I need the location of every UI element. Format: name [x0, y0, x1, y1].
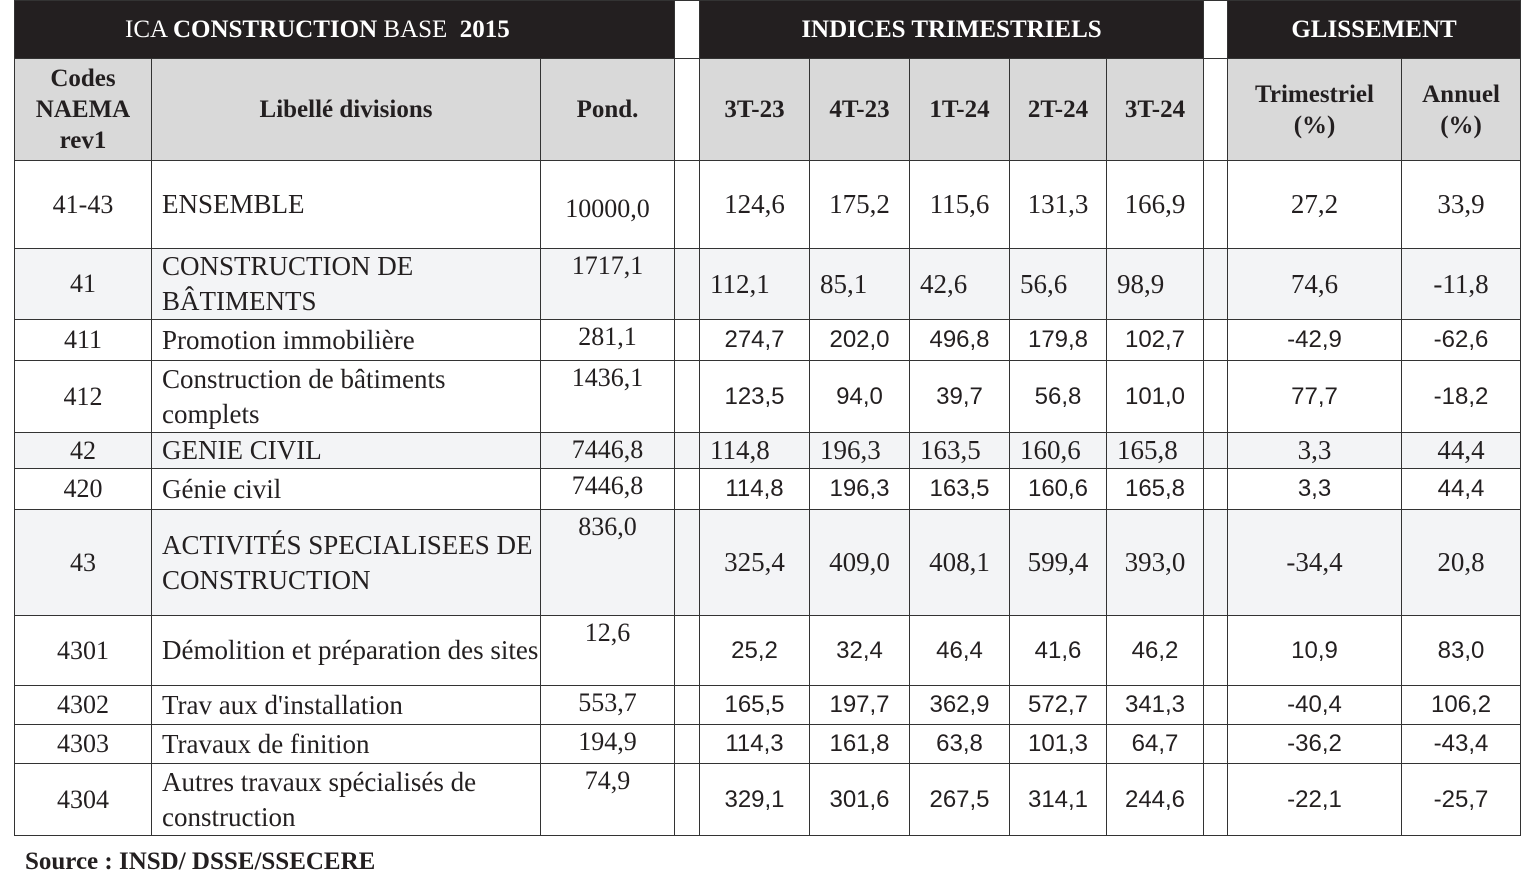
code-cell: 4302: [15, 686, 152, 725]
libelle-cell: Travaux de finition: [152, 725, 541, 764]
quarter-header: 4T-23: [810, 59, 910, 161]
spacer-cell: [675, 361, 700, 433]
index-value-cell: 46,4: [910, 616, 1010, 686]
libelle-cell: ENSEMBLE: [152, 161, 541, 249]
index-value-cell: 56,8: [1010, 361, 1107, 433]
index-value-cell: 393,0: [1107, 510, 1204, 616]
table-row: [15, 469, 1521, 510]
ica-construction-table: [14, 0, 1521, 836]
index-value-cell: 160,6: [1010, 469, 1107, 510]
index-value-cell: 94,0: [810, 361, 910, 433]
index-value-cell: 115,6: [910, 161, 1010, 249]
trimestriel-cell: -34,4: [1228, 510, 1402, 616]
spacer-cell: [675, 616, 700, 686]
index-value-cell: 114,8: [700, 433, 810, 469]
index-value-cell: 572,7: [1010, 686, 1107, 725]
index-value-cell: 56,6: [1010, 249, 1107, 320]
libelle-cell: Trav aux d'installation: [152, 686, 541, 725]
index-value-cell: 341,3: [1107, 686, 1204, 725]
pond-cell: 7446,8: [541, 469, 675, 510]
trimestriel-cell: -42,9: [1228, 320, 1402, 361]
table-row: [15, 764, 1521, 836]
code-cell: 412: [15, 361, 152, 433]
index-value-cell: 165,5: [700, 686, 810, 725]
code-cell: 41: [15, 249, 152, 320]
trimestriel-cell: -36,2: [1228, 725, 1402, 764]
header-spacer: [675, 1, 700, 59]
table-row: [15, 725, 1521, 764]
libelle-header: Libellé divisions: [152, 59, 541, 161]
index-value-cell: 196,3: [810, 469, 910, 510]
index-value-cell: 101,3: [1010, 725, 1107, 764]
index-value-cell: 32,4: [810, 616, 910, 686]
spacer-cell: [675, 469, 700, 510]
codes-naema-header: Codes NAEMA rev1: [15, 59, 152, 161]
pond-header: Pond.: [541, 59, 675, 161]
table-row: [15, 249, 1521, 320]
index-value-cell: 161,8: [810, 725, 910, 764]
title-header-row: [15, 1, 1521, 59]
index-value-cell: 114,8: [700, 469, 810, 510]
spacer-cell: [675, 433, 700, 469]
index-value-cell: 196,3: [810, 433, 910, 469]
header-spacer: [1204, 1, 1228, 59]
pond-cell: 74,9: [541, 764, 675, 836]
annuel-cell: -18,2: [1402, 361, 1521, 433]
libelle-cell: Promotion immobilière: [152, 320, 541, 361]
glissement-header: GLISSEMENT: [1228, 1, 1521, 59]
pond-cell: 1717,1: [541, 249, 675, 320]
code-cell: 43: [15, 510, 152, 616]
spacer-cell: [1204, 764, 1228, 836]
libelle-cell: Autres travaux spécialisés de construction: [152, 764, 541, 836]
quarter-header: 1T-24: [910, 59, 1010, 161]
index-value-cell: 274,7: [700, 320, 810, 361]
trimestriel-cell: 3,3: [1228, 433, 1402, 469]
table-title: ICA CONSTRUCTION BASE 2015: [15, 1, 675, 59]
libelle-cell: Génie civil: [152, 469, 541, 510]
index-value-cell: 163,5: [910, 433, 1010, 469]
index-value-cell: 329,1: [700, 764, 810, 836]
spacer-cell: [1204, 616, 1228, 686]
index-value-cell: 101,0: [1107, 361, 1204, 433]
annuel-cell: 83,0: [1402, 616, 1521, 686]
pond-cell: 194,9: [541, 725, 675, 764]
trimestriel-header: Trimestriel (%): [1228, 59, 1402, 161]
libelle-cell: GENIE CIVIL: [152, 433, 541, 469]
trimestriel-cell: 74,6: [1228, 249, 1402, 320]
spacer-cell: [675, 161, 700, 249]
annuel-cell: 106,2: [1402, 686, 1521, 725]
libelle-cell: Construction de bâtiments complets: [152, 361, 541, 433]
libelle-cell: ACTIVITÉS SPECIALISEES DE CONSTRUCTION: [152, 510, 541, 616]
spacer-cell: [675, 686, 700, 725]
annuel-cell: 20,8: [1402, 510, 1521, 616]
spacer-cell: [1204, 686, 1228, 725]
spacer-cell: [1204, 433, 1228, 469]
index-value-cell: 63,8: [910, 725, 1010, 764]
pond-cell: 12,6: [541, 616, 675, 686]
spacer-cell: [675, 764, 700, 836]
pond-cell: 7446,8: [541, 433, 675, 469]
index-value-cell: 160,6: [1010, 433, 1107, 469]
code-cell: 41-43: [15, 161, 152, 249]
index-value-cell: 325,4: [700, 510, 810, 616]
index-value-cell: 112,1: [700, 249, 810, 320]
column-header-row: [15, 59, 1521, 161]
pond-cell: 1436,1: [541, 361, 675, 433]
pond-cell: 10000,0: [541, 161, 675, 249]
index-value-cell: 165,8: [1107, 433, 1204, 469]
ica-table-container: [14, 0, 1520, 836]
trimestriel-cell: -40,4: [1228, 686, 1402, 725]
spacer-cell: [1204, 161, 1228, 249]
index-value-cell: 362,9: [910, 686, 1010, 725]
spacer-cell: [675, 320, 700, 361]
spacer-cell: [1204, 725, 1228, 764]
trimestriel-cell: 3,3: [1228, 469, 1402, 510]
spacer-cell: [1204, 510, 1228, 616]
libelle-cell: CONSTRUCTION DE BÂTIMENTS: [152, 249, 541, 320]
spacer-cell: [675, 725, 700, 764]
index-value-cell: 131,3: [1010, 161, 1107, 249]
trimestriel-cell: 77,7: [1228, 361, 1402, 433]
index-value-cell: 39,7: [910, 361, 1010, 433]
table-row: [15, 616, 1521, 686]
code-cell: 420: [15, 469, 152, 510]
code-cell: 4303: [15, 725, 152, 764]
index-value-cell: 314,1: [1010, 764, 1107, 836]
annuel-header: Annuel (%): [1402, 59, 1521, 161]
annuel-cell: -43,4: [1402, 725, 1521, 764]
index-value-cell: 165,8: [1107, 469, 1204, 510]
quarter-header: 3T-24: [1107, 59, 1204, 161]
index-value-cell: 41,6: [1010, 616, 1107, 686]
index-value-cell: 85,1: [810, 249, 910, 320]
indices-trimestriels-header: INDICES TRIMESTRIELS: [700, 1, 1204, 59]
index-value-cell: 175,2: [810, 161, 910, 249]
table-row: [15, 161, 1521, 249]
code-cell: 4301: [15, 616, 152, 686]
trimestriel-cell: 10,9: [1228, 616, 1402, 686]
index-value-cell: 42,6: [910, 249, 1010, 320]
index-value-cell: 102,7: [1107, 320, 1204, 361]
code-cell: 42: [15, 433, 152, 469]
annuel-cell: 44,4: [1402, 469, 1521, 510]
table-row: [15, 510, 1521, 616]
index-value-cell: 98,9: [1107, 249, 1204, 320]
code-cell: 4304: [15, 764, 152, 836]
index-value-cell: 409,0: [810, 510, 910, 616]
spacer-cell: [675, 249, 700, 320]
header-spacer: [1204, 59, 1228, 161]
spacer-cell: [1204, 249, 1228, 320]
table-body: [15, 161, 1521, 836]
quarter-header: 3T-23: [700, 59, 810, 161]
index-value-cell: 25,2: [700, 616, 810, 686]
index-value-cell: 301,6: [810, 764, 910, 836]
annuel-cell: -62,6: [1402, 320, 1521, 361]
index-value-cell: 46,2: [1107, 616, 1204, 686]
trimestriel-cell: -22,1: [1228, 764, 1402, 836]
pond-cell: 836,0: [541, 510, 675, 616]
index-value-cell: 244,6: [1107, 764, 1204, 836]
index-value-cell: 202,0: [810, 320, 910, 361]
table-row: [15, 686, 1521, 725]
index-value-cell: 64,7: [1107, 725, 1204, 764]
index-value-cell: 496,8: [910, 320, 1010, 361]
pond-cell: 281,1: [541, 320, 675, 361]
annuel-cell: -11,8: [1402, 249, 1521, 320]
index-value-cell: 197,7: [810, 686, 910, 725]
pond-cell: 553,7: [541, 686, 675, 725]
trimestriel-cell: 27,2: [1228, 161, 1402, 249]
header-spacer: [675, 59, 700, 161]
annuel-cell: -25,7: [1402, 764, 1521, 836]
table-row: [15, 361, 1521, 433]
index-value-cell: 179,8: [1010, 320, 1107, 361]
code-cell: 411: [15, 320, 152, 361]
table-row: [15, 320, 1521, 361]
annuel-cell: 33,9: [1402, 161, 1521, 249]
index-value-cell: 599,4: [1010, 510, 1107, 616]
spacer-cell: [1204, 320, 1228, 361]
spacer-cell: [1204, 469, 1228, 510]
index-value-cell: 114,3: [700, 725, 810, 764]
index-value-cell: 408,1: [910, 510, 1010, 616]
index-value-cell: 124,6: [700, 161, 810, 249]
spacer-cell: [675, 510, 700, 616]
index-value-cell: 163,5: [910, 469, 1010, 510]
annuel-cell: 44,4: [1402, 433, 1521, 469]
quarter-header: 2T-24: [1010, 59, 1107, 161]
spacer-cell: [1204, 361, 1228, 433]
libelle-cell: Démolition et préparation des sites: [152, 616, 541, 686]
source-note: Source : INSD/ DSSE/SSECERE: [25, 848, 376, 875]
index-value-cell: 123,5: [700, 361, 810, 433]
index-value-cell: 267,5: [910, 764, 1010, 836]
index-value-cell: 166,9: [1107, 161, 1204, 249]
table-row: [15, 433, 1521, 469]
